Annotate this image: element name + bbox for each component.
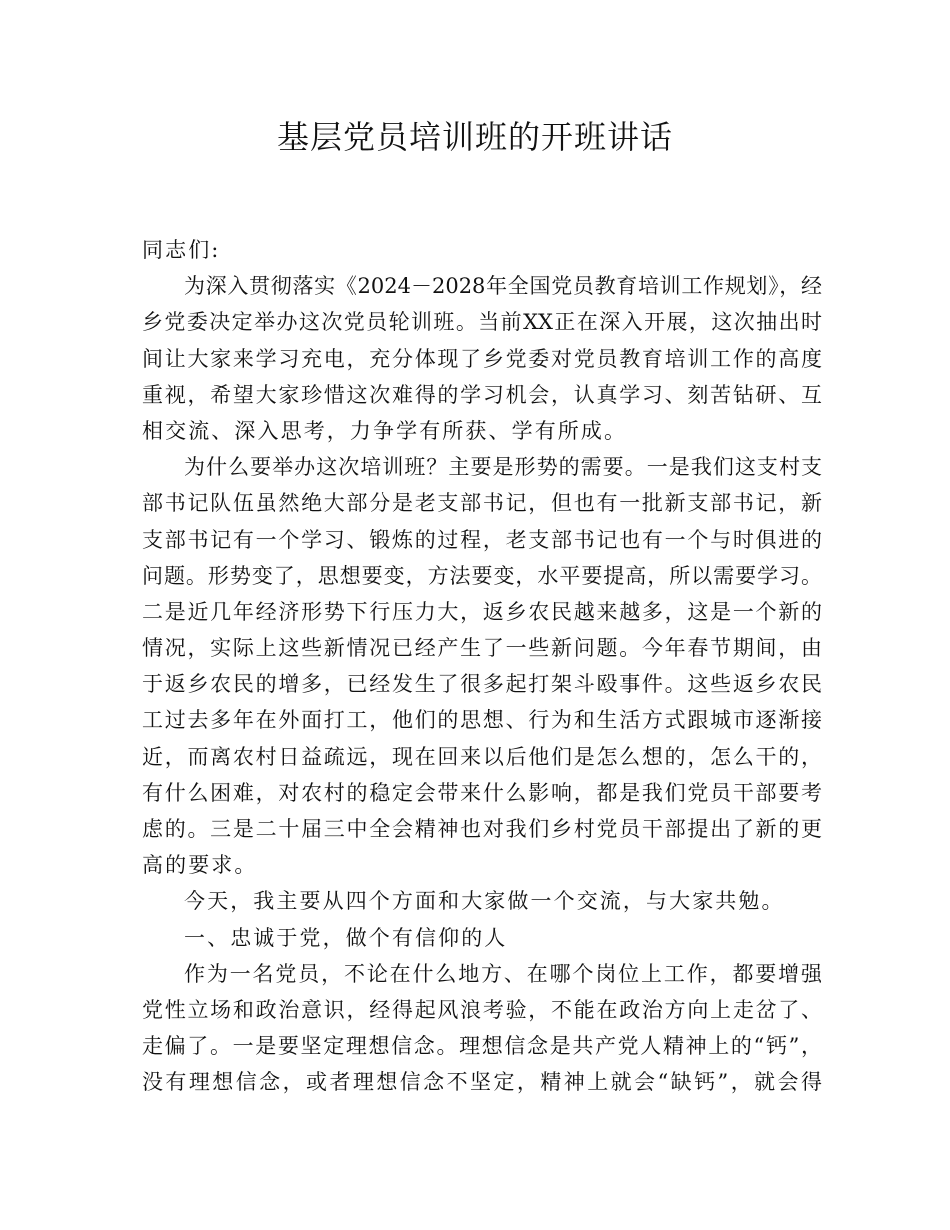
text-line: 近，而离农村日益疏远，现在回来以后他们是怎么想的，怎么干的， — [142, 744, 822, 769]
text-line: 今天，我主要从四个方面和大家做一个交流，与大家共勉。 — [184, 889, 785, 914]
text-line: 没有理想信念，或者理想信念不坚定，精神上就会“缺钙”，就会得 — [142, 1070, 822, 1095]
text-line: 乡党委决定举办这次党员轮训班。当前XX正在深入开展，这次抽出时 — [142, 310, 822, 335]
text-line: 相交流、深入思考，力争学有所获、学有所成。 — [142, 418, 628, 443]
text-line: 有什么困难，对农村的稳定会带来什么影响，都是我们党员干部要考 — [142, 780, 822, 805]
document-body — [142, 232, 822, 1101]
text-line: 二是近几年经济形势下行压力大，返乡农民越来越多，这是一个新的 — [142, 599, 822, 624]
text-line: 为什么要举办这次培训班？主要是形势的需要。一是我们这支村支 — [184, 455, 822, 480]
text-line: 党性立场和政治意识，经得起风浪考验，不能在政治方向上走岔了、 — [142, 997, 822, 1022]
text-line: 部书记队伍虽然绝大部分是老支部书记，但也有一批新支部书记，新 — [142, 491, 822, 516]
text-line: 情况，实际上这些新情况已经产生了一些新问题。今年春节期间，由 — [142, 636, 822, 661]
text-line: 问题。形势变了，思想要变，方法要变，水平要提高，所以需要学习。 — [142, 563, 822, 588]
text-line: 工过去多年在外面打工，他们的思想、行为和生活方式跟城市逐渐接 — [142, 708, 822, 733]
text-line: 虑的。三是二十届三中全会精神也对我们乡村党员干部提出了新的更 — [142, 817, 822, 841]
text-line: 一、忠诚于党，做个有信仰的人 — [184, 925, 508, 950]
text-line: 为深入贯彻落实《2024－2028年全国党员教育培训工作规划》，经 — [184, 274, 822, 299]
text-line: 走偏了。一是要坚定理想信念。理想信念是共产党人精神上的“钙”， — [142, 1034, 822, 1059]
text-line: 同志们: — [142, 238, 221, 262]
text-line: 作为一名党员，不论在什么地方、在哪个岗位上工作，都要增强 — [184, 961, 822, 986]
document-title: 基层党员培训班的开班讲话 — [276, 118, 673, 156]
text-line: 间让大家来学习充电，充分体现了乡党委对党员教育培训工作的高度 — [142, 346, 822, 371]
text-line: 于返乡农民的增多，已经发生了很多起打架斗殴事件。这些返乡农民 — [142, 672, 822, 697]
text-line: 支部书记有一个学习、锻炼的过程，老支部书记也有一个与时俱进的 — [142, 527, 822, 552]
text-line: 重视，希望大家珍惜这次难得的学习机会，认真学习、刻苦钻研、互 — [142, 382, 822, 407]
text-line: 高的要求。 — [142, 853, 258, 878]
